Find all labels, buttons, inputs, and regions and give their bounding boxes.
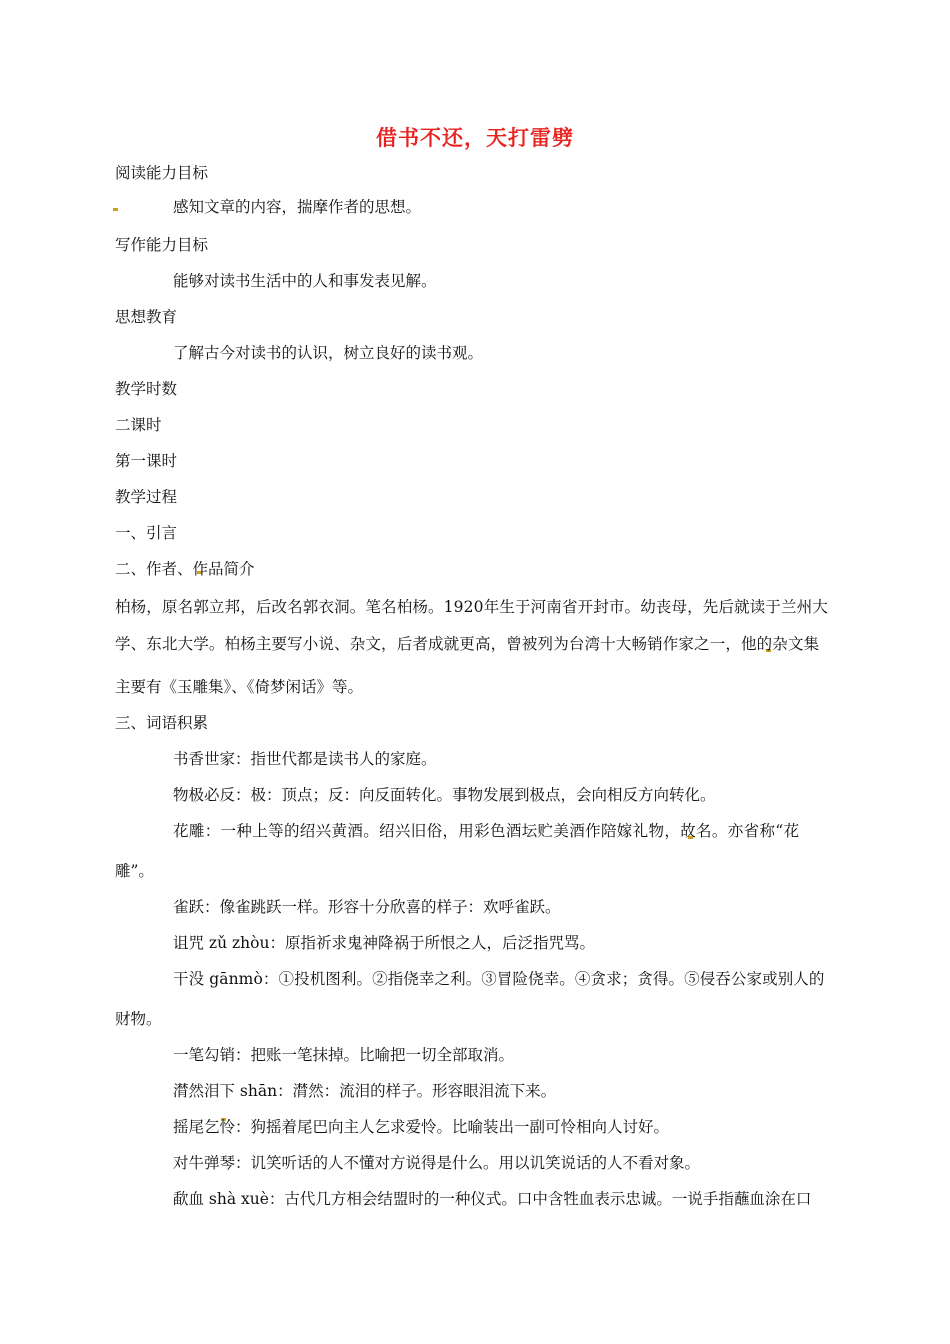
paragraph: 了解古今对读书的认识，树立良好的读书观。 xyxy=(173,344,484,362)
term-entry: 干没 gānmò：①投机图利。②指侥幸之利。③冒险侥幸。④贪求；贪得。⑤侵吞公家或别人的 xyxy=(173,970,825,988)
term-entry: 诅咒 zǔ zhòu：原指祈求鬼神降祸于所恨之人，后泛指咒骂。 xyxy=(173,934,595,952)
term-entry: 一笔勾销：把账一笔抹掉。比喻把一切全部取消。 xyxy=(173,1046,515,1064)
paragraph: 能够对读书生活中的人和事发表见解。 xyxy=(173,272,437,290)
heading-first-lesson: 第一课时 xyxy=(115,452,178,470)
paragraph-line: 学、东北大学。柏杨主要写小说、杂文，后者成就更高，曾被列为台湾十大畅销作家之一，他的杂文集 xyxy=(115,635,820,653)
term-entry: 物极必反：极：顶点；反：向反面转化。事物发展到极点，会向相反方向转化。 xyxy=(173,786,716,804)
heading-thought-education: 思想教育 xyxy=(115,308,178,326)
term-entry: 花雕：一种上等的绍兴黄酒。绍兴旧俗，用彩色酒坛贮美酒作陪嫁礼物，故名。亦省称“花 xyxy=(173,822,800,840)
text-marker xyxy=(113,208,118,211)
term-entry: 对牛弹琴：讥笑听话的人不懂对方说得是什么。用以讥笑说话的人不看对象。 xyxy=(173,1154,701,1172)
document-title: 借书不还，天打雷劈 xyxy=(376,125,574,150)
heading-reading-goal: 阅读能力目标 xyxy=(115,164,209,182)
term-entry: 潸然泪下 shān：潸然：流泪的样子。形容眼泪流下来。 xyxy=(173,1082,557,1100)
term-entry: 歃血 shà xuè：古代几方相会结盟时的一种仪式。口中含牲血表示忠诚。一说手指蘸血涂在口 xyxy=(173,1190,812,1208)
paragraph: 二课时 xyxy=(115,416,162,434)
section-heading: 一、引言 xyxy=(115,524,178,542)
paragraph: 感知文章的内容，揣摩作者的思想。 xyxy=(173,198,422,216)
term-entry: 摇尾乞怜：狗摇着尾巴向主人乞求爱怜。比喻装出一副可怜相向人讨好。 xyxy=(173,1118,670,1136)
term-entry-continued: 财物。 xyxy=(115,1010,162,1028)
section-heading: 三、词语积累 xyxy=(115,714,209,732)
section-heading: 二、作者、作品简介 xyxy=(115,560,255,578)
heading-teaching-hours: 教学时数 xyxy=(115,380,178,398)
paragraph-line: 主要有《玉雕集》、《倚梦闲话》等。 xyxy=(115,678,364,696)
term-entry: 书香世家：指世代都是读书人的家庭。 xyxy=(173,750,437,768)
term-entry-continued: 雕”。 xyxy=(115,862,154,880)
paragraph-line: 柏杨，原名郭立邦，后改名郭衣洞。笔名柏杨。1920年生于河南省开封市。幼丧母，先后就读于兰州大 xyxy=(115,598,828,616)
heading-writing-goal: 写作能力目标 xyxy=(115,236,209,254)
term-entry: 雀跃：像雀跳跃一样。形容十分欣喜的样子：欢呼雀跃。 xyxy=(173,898,561,916)
heading-teaching-process: 教学过程 xyxy=(115,488,178,506)
